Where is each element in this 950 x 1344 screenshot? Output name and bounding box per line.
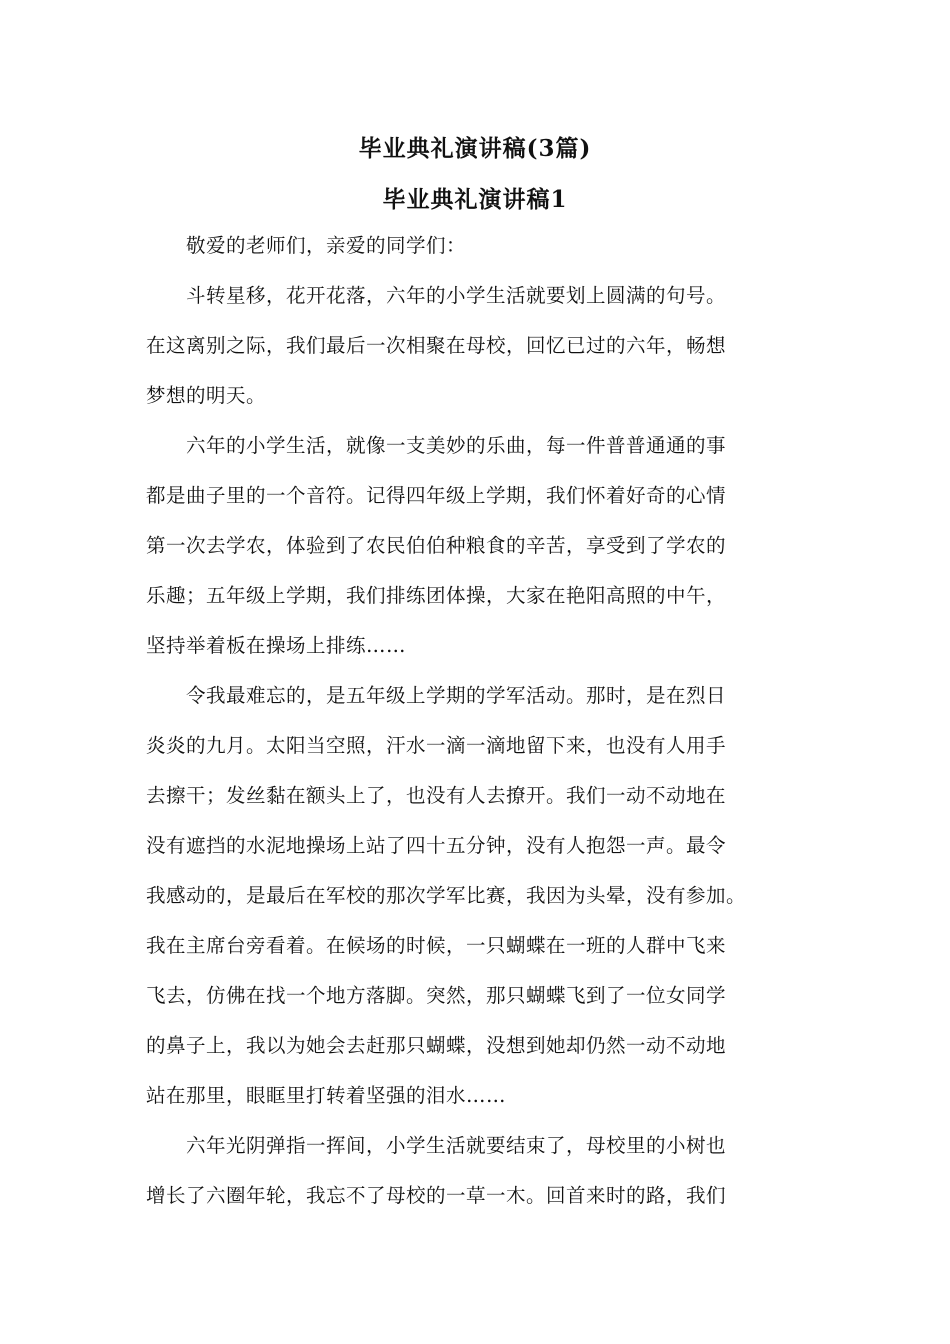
text-line: 第一次去学农，体验到了农民伯伯种粮食的辛苦，享受到了学农的 [146, 534, 727, 557]
text-line: 没有遮挡的水泥地操场上站了四十五分钟，没有人抱怨一声。最令 [146, 834, 727, 857]
text-line: 梦想的明天。 [146, 384, 267, 407]
text-line: 的鼻子上，我以为她会去赶那只蝴蝶，没想到她却仍然一动不动地 [146, 1034, 727, 1057]
text-line: 都是曲子里的一个音符。记得四年级上学期，我们怀着好奇的心情 [146, 484, 727, 507]
text-line: 敬爱的老师们，亲爱的同学们： [146, 234, 467, 257]
section-heading: 毕业典礼演讲稿1 [382, 186, 568, 213]
text-line: 飞去，仿佛在找一个地方落脚。突然，那只蝴蝶飞到了一位女同学 [146, 984, 727, 1007]
text-line: 六年光阴弹指一挥间，小学生活就要结束了，母校里的小树也 [146, 1134, 727, 1157]
text-line: 我感动的，是最后在军校的那次学军比赛，我因为头晕，没有参加。 [146, 884, 747, 907]
text-line: 在这离别之际，我们最后一次相聚在母校，回忆已过的六年，畅想 [146, 334, 727, 357]
text-line: 去擦干；发丝黏在额头上了，也没有人去撩开。我们一动不动地在 [146, 784, 727, 807]
text-line: 增长了六圈年轮，我忘不了母校的一草一木。回首来时的路，我们 [146, 1184, 727, 1207]
text-line: 乐趣；五年级上学期，我们排练团体操，大家在艳阳高照的中午， [146, 584, 727, 607]
document-title: 毕业典礼演讲稿(3篇) [358, 135, 592, 162]
text-line: 令我最难忘的，是五年级上学期的学军活动。那时，是在烈日 [146, 684, 727, 707]
text-line: 斗转星移，花开花落，六年的小学生活就要划上圆满的句号。 [146, 284, 727, 307]
text-line: 坚持举着板在操场上排练…… [146, 634, 407, 657]
text-line: 六年的小学生活，就像一支美妙的乐曲，每一件普普通通的事 [146, 434, 727, 457]
text-line: 炎炎的九月。太阳当空照，汗水一滴一滴地留下来，也没有人用手 [146, 734, 727, 757]
text-line: 站在那里，眼眶里打转着坚强的泪水…… [146, 1084, 507, 1107]
text-line: 我在主席台旁看着。在候场的时候，一只蝴蝶在一班的人群中飞来 [146, 934, 727, 957]
